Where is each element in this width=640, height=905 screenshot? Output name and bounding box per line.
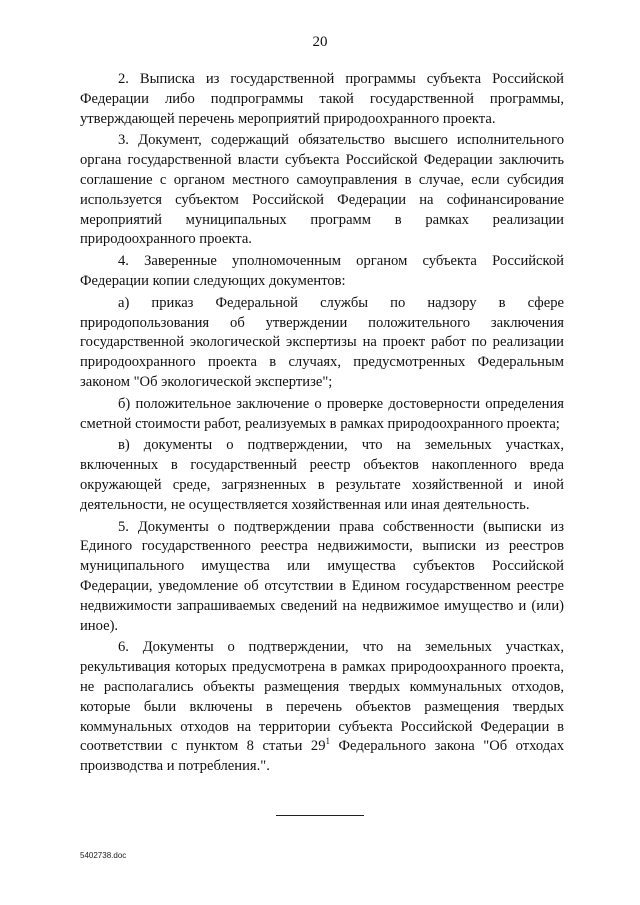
document-body	[80, 70, 564, 777]
paragraph-3: 3. Документ, содержащий обязательство высшего исполнительного органа государственной власти субъекта Российской Федерации заключить соглашение с органом местного самоуправления в случае, если субсидия используется субъектом Российской Федерации на софинансирование мероприятий муниципальных программ в рамках реализации природоохранного проекта.	[80, 132, 564, 248]
footer-rule	[276, 815, 364, 816]
paragraph-4b: б) положительное заключение о проверке достоверности определения сметной стоимости работ, реализуемых в рамках природоохранного проекта;	[80, 395, 564, 432]
paragraph-6-text-after: Федерального закона "Об отходах производства и потребления.".	[80, 738, 564, 775]
doc-code: 5402738.doc	[80, 851, 127, 860]
article-superscript: 1	[325, 736, 331, 747]
paragraph-5: 5. Документы о подтверждении права собственности (выписки из Единого государственного реестра недвижимости, выписки из реестров муниципального имущества или имущества субъектов Российской Федерации, уведомление об отсутствии в Едином государственном реестре недвижимости запрашиваемых сведений на недвижимое имущество и (или) иное).	[80, 518, 564, 634]
paragraph-6	[80, 638, 564, 777]
paragraph-4: 4. Заверенные уполномоченным органом субъекта Российской Федерации копии следующих документов:	[80, 253, 564, 289]
paragraph-6-text-before: 6. Документы о подтверждении, что на земельных участках, рекультивация которых предусмотрена в рамках природоохранного проекта, не располагались объекты размещения твердых коммунальных отходов, которые были включены в перечень объектов размещения твердых коммунальных отходов на территории субъекта Российской Федерации в соответствии с пунктом 8 статьи 29	[80, 639, 564, 755]
paragraph-2: 2. Выписка из государственной программы субъекта Российской Федерации либо подпрограммы такой государственной программы, утверждающей перечень мероприятий природоохранного проекта.	[80, 71, 564, 127]
paragraph-4a: а) приказ Федеральной службы по надзору в сфере природопользования об утверждении положительного заключения государственной экологической экспертизы на проект работ по реализации природоохранного проекта в случаях, предусмотренных Федеральным законом "Об экологической экспертизе";	[80, 294, 564, 390]
paragraph-4c: в) документы о подтверждении, что на земельных участках, включенных в государственный реестр объектов накопленного вреда окружающей среде, загрязненных в результате хозяйственной и иной деятельности, не осуществляется хозяйственная или иная деятельность.	[80, 437, 564, 513]
page-number: 20	[312, 34, 328, 50]
